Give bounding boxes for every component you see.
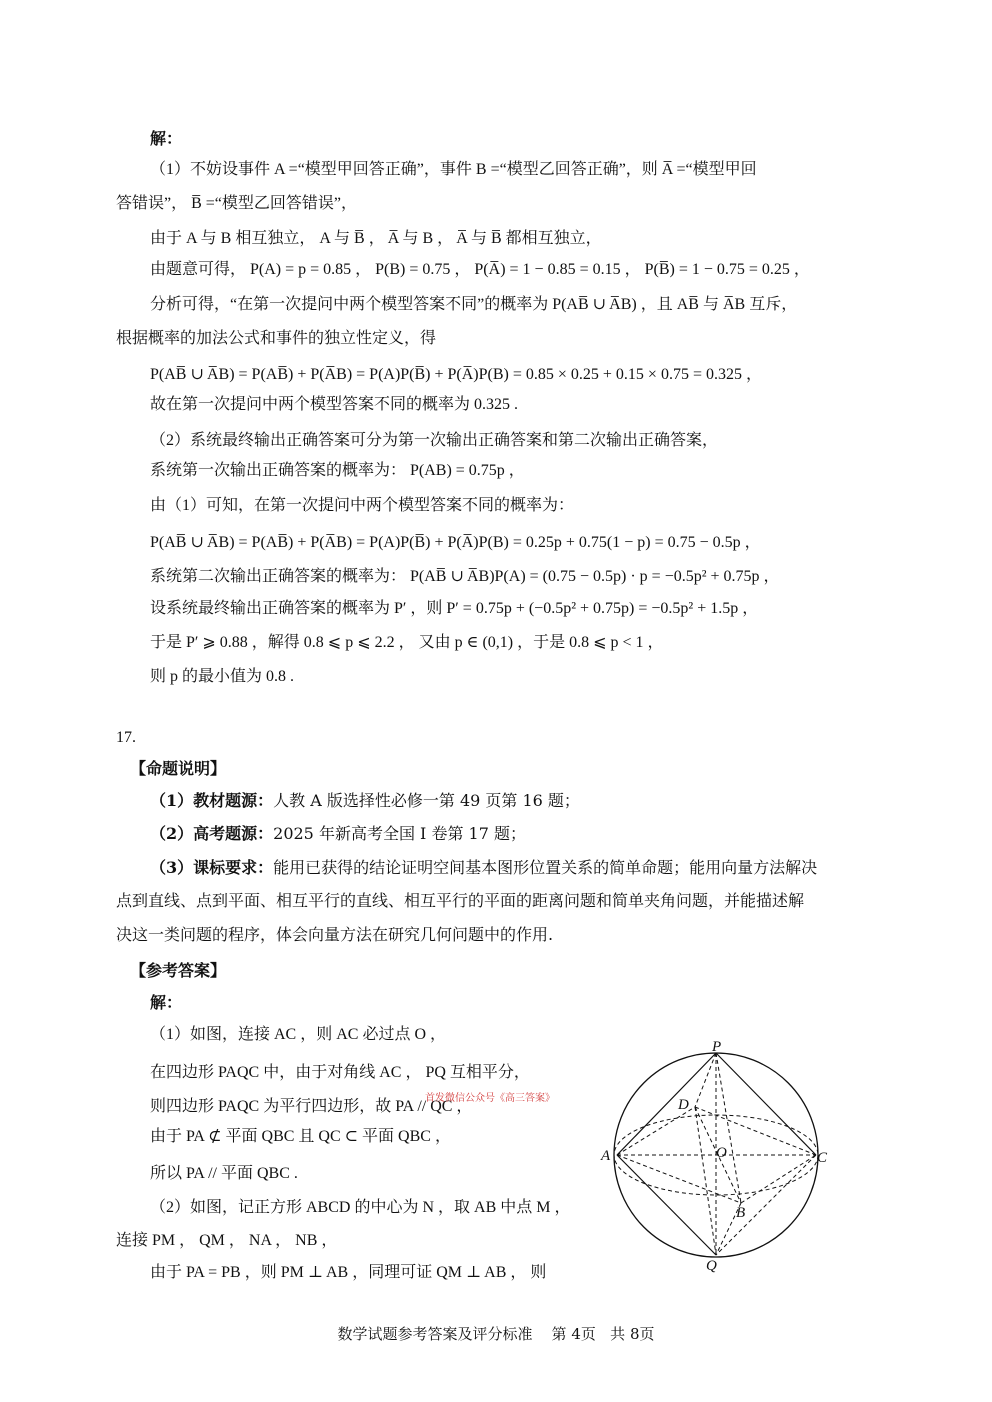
q17-item-2 <box>150 823 526 845</box>
q16-part2-line-3: 由（1）可知，在第一次提问中两个模型答案不同的概率为： <box>150 497 575 514</box>
label-D: D <box>678 1097 689 1113</box>
q17-body-line-7: 连接 PM ， QM ， NA ， NB ， <box>116 1232 338 1249</box>
q17-body-line-1: （1）如图，连接 AC ，则 AC 必过点 O ， <box>150 1026 447 1043</box>
label-Q: Q <box>706 1258 717 1274</box>
label-C: C <box>817 1150 828 1166</box>
edge-DC <box>695 1107 816 1155</box>
q16-part2-line-7: 于是 P′ ⩾ 0.88 ，解得 0.8 ⩽ p ⩽ 2.2 ， 又由 p ∈ (0,1) ，于是 0.8 ⩽ p < 1 ， <box>150 634 664 651</box>
watermark: 首发微信公众号《高三答案》 <box>425 1093 555 1104</box>
edge-PC <box>716 1053 816 1155</box>
page-footer: 数学试题参考答案及评分标准 第 4页 共 8页 <box>337 1325 655 1343</box>
q17-heading-answer: 【参考答案】 <box>130 961 227 980</box>
edge-PA <box>617 1053 716 1155</box>
label-A: A <box>601 1148 611 1164</box>
edge-AQ <box>617 1155 716 1255</box>
q17-body-line-5: 所以 PA // 平面 QBC . <box>150 1165 298 1182</box>
sphere-octahedron-figure <box>598 1036 838 1276</box>
q17-item-3-label: （3）课标要求： <box>150 858 274 877</box>
q17-item-3-line-2: 点到直线、点到平面、相互平行的直线、相互平行的平面的距离问题和简单夹角问题，并能描述解 <box>116 891 805 910</box>
q16-part2-line-4: P(AB̅ ∪ A̅B) = P(AB̅) + P(A̅B) = P(A)P(B̅) + P(A̅)P(B) = 0.25p + 0.75(1 − p) = 0.75 − 0.5p ， <box>150 534 761 551</box>
q17-body-line-3: 则四边形 PAQC 为平行四边形，故 PA // QC ， <box>150 1098 473 1115</box>
q16-part1-line-6: 根据概率的加法公式和事件的独立性定义，得 <box>116 330 437 347</box>
edge-CQ <box>716 1155 816 1255</box>
label-P: P <box>712 1039 722 1055</box>
q17-item-1 <box>150 790 580 812</box>
q17-body-line-4: 由于 PA ⊄ 平面 QBC 且 QC ⊂ 平面 QBC ， <box>150 1128 451 1145</box>
q16-part2-line-6: 设系统最终输出正确答案的概率为 P′ ，则 P′ = 0.75p + (−0.5p² + 0.75p) = −0.5p² + 1.5p ， <box>150 600 759 617</box>
q16-part2-line-8: 则 p 的最小值为 0.8 . <box>150 668 295 685</box>
edge-PD <box>695 1053 716 1107</box>
q16-part1-line-8: 故在第一次提问中两个模型答案不同的概率为 0.325 . <box>150 396 519 413</box>
q17-item-1-label: （1）教材题源： <box>150 791 274 810</box>
q17-item-2-text: 2025 年新高考全国 Ⅰ 卷第 17 题； <box>273 824 526 843</box>
label-B: B <box>736 1205 746 1221</box>
q17-item-3-line-3: 决这一类问题的程序，体会向量方法在研究几何问题中的作用. <box>116 925 554 944</box>
q16-part2-line-2: 系统第一次输出正确答案的概率为： P(AB) = 0.75p ， <box>150 462 525 479</box>
q17-body-line-2: 在四边形 PAQC 中，由于对角线 AC ， PQ 互相平分， <box>150 1064 530 1081</box>
solution-label-17: 解： <box>150 993 183 1012</box>
label-O: O <box>716 1145 727 1161</box>
q16-part1-line-1: （1）不妨设事件 A =“模型甲回答正确”，事件 B =“模型乙回答正确”，则 A̅ =“模型甲回 <box>150 161 757 178</box>
q16-part1-line-2: 答错误”， B̅ =“模型乙回答错误”， <box>116 195 358 212</box>
q17-heading-intent: 【命题说明】 <box>130 759 227 778</box>
q17-number: 17. <box>116 729 136 746</box>
q16-part1-line-3: 由于 A 与 B 相互独立， A 与 B̅ ， A̅ 与 B ， A̅ 与 B̅ 都相互独立， <box>150 230 602 247</box>
q16-part1-line-7: P(AB̅ ∪ A̅B) = P(AB̅) + P(A̅B) = P(A)P(B̅) + P(A̅)P(B) = 0.85 × 0.25 + 0.15 × 0.75 = 0.325 ， <box>150 366 762 383</box>
solution-label-16: 解： <box>150 129 183 148</box>
q17-item-3-line-1: 能用已获得的结论证明空间基本图形位置关系的简单命题；能用向量方法解决 <box>273 858 818 877</box>
q17-body-line-6: （2）如图，记正方形 ABCD 的中心为 N ，取 AB 中点 M ， <box>150 1199 571 1216</box>
q17-item-3 <box>150 857 817 879</box>
edge-AB <box>617 1155 741 1203</box>
q17-body-line-8: 由于 PA = PB ，则 PM ⊥ AB ，同理可证 QM ⊥ AB ， 则 <box>150 1264 547 1281</box>
q16-part1-line-5: 分析可得，“在第一次提问中两个模型答案不同”的概率为 P(AB̅ ∪ A̅B) ，且 AB̅ 与 A̅B 互斥， <box>150 296 798 313</box>
q17-item-2-label: （2）高考题源： <box>150 824 274 843</box>
q17-item-1-text: 人教 A 版选择性必修一第 49 页第 16 题； <box>273 791 580 810</box>
q16-part2-line-5: 系统第二次输出正确答案的概率为： P(AB̅ ∪ A̅B)P(A) = (0.75 − 0.5p) · p = −0.5p² + 0.75p ， <box>150 568 780 585</box>
edge-BC <box>741 1155 816 1203</box>
q16-part2-line-1: （2）系统最终输出正确答案可分为第一次输出正确答案和第二次输出正确答案， <box>150 432 719 449</box>
q16-part1-line-4: 由题意可得， P(A) = p = 0.85 ， P(B) = 0.75 ， P(A̅) = 1 − 0.85 = 0.15 ， P(B̅) = 1 − 0.75 = 0.25 ， <box>150 261 810 278</box>
